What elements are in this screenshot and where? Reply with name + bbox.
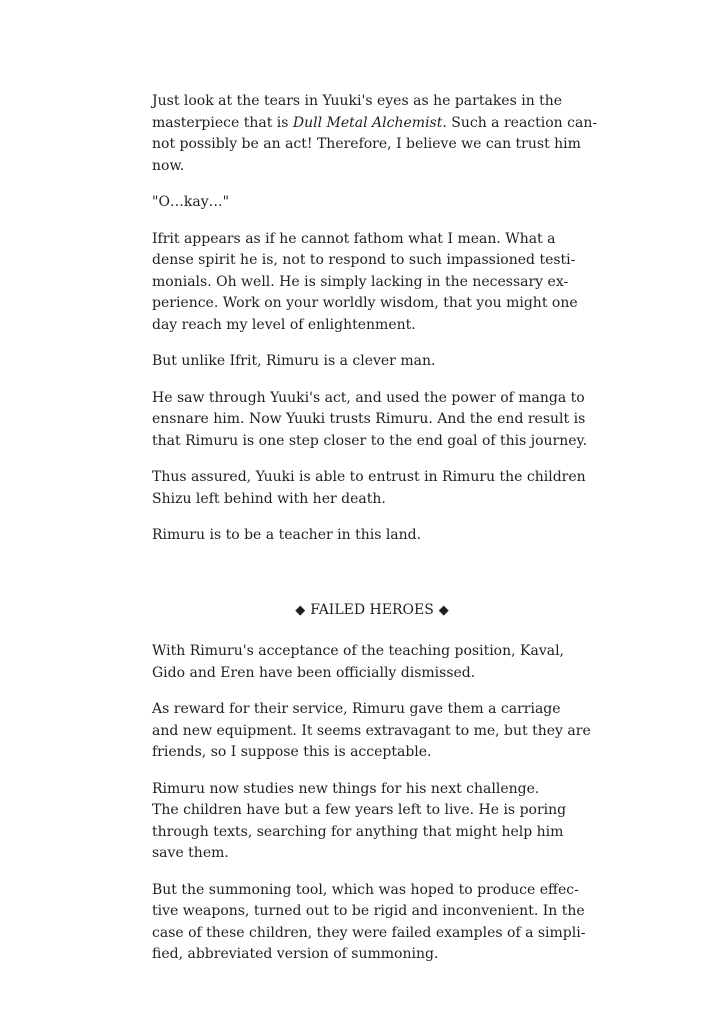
paragraph-8 [152, 641, 592, 684]
paragraph-11 [152, 880, 592, 966]
paragraph-1 [152, 91, 598, 177]
text-line: ensnare him. Now Yuuki trusts Rimuru. And the end result is [152, 411, 586, 427]
paragraph-6 [152, 467, 592, 510]
text-line: Ifrit appears as if he cannot fathom what I mean. What a [152, 230, 556, 247]
text-line: Thus assured, Yuuki is able to entrust in Rimuru the children [152, 469, 586, 485]
text-line: perience. Work on your worldly wisdom, that you might one [152, 295, 578, 311]
text-line: As reward for their service, Rimuru gave them a carriage [152, 701, 561, 717]
text-line: With Rimuru's acceptance of the teaching position, Kaval, [152, 643, 565, 659]
text-line: Rimuru is to be a teacher in this land. [152, 527, 422, 543]
text-line: and new equipment. It seems extravagant to me, but they are [152, 722, 591, 739]
text-segment: masterpiece that is [152, 114, 293, 131]
text-line: Just look at the tears in Yuuki's eyes as he partakes in the [152, 93, 563, 109]
paragraph-2-dialogue [152, 192, 592, 214]
text-line: not possibly be an act! Therefore, I believe we can trust him [152, 136, 581, 152]
book-title-italic: Dull Metal Alchemist [292, 114, 443, 131]
paragraph-4 [152, 351, 592, 373]
paragraph-3 [152, 229, 592, 337]
text-line: But unlike Ifrit, Rimuru is a clever man. [152, 353, 436, 369]
text-line: that Rimuru is one step closer to the end goal of this journey. [152, 432, 588, 449]
text-line: Gido and Eren have been officially dismissed. [152, 664, 476, 681]
text-line: Rimuru now studies new things for his next challenge. [152, 780, 540, 797]
section-heading-failed-heroes [152, 600, 592, 622]
text-line: save them. [152, 845, 229, 861]
text-line: The children have but a few years left to live. He is poring [152, 802, 567, 818]
text-line: through texts, searching for anything that might help him [152, 823, 564, 840]
paragraph-5 [152, 388, 592, 453]
text-line: friends, so I suppose this is acceptable. [152, 744, 432, 760]
text-line: day reach my level of enlightenment. [152, 316, 416, 333]
section-heading-title: FAILED HEROES [310, 601, 434, 618]
text-line: Shizu left behind with her death. [152, 490, 386, 507]
diamond-icon: ◆ [295, 602, 306, 618]
text-line: "O…kay…" [152, 194, 230, 210]
text-line: dense spirit he is, not to respond to such impassioned testi- [152, 252, 576, 268]
paragraph-10 [152, 779, 592, 865]
text-column [152, 0, 598, 981]
paragraph-9 [152, 699, 592, 764]
text-line: case of these children, they were failed examples of a simpli- [152, 924, 586, 941]
text-line [152, 113, 598, 135]
text-segment: . Such a reaction can- [442, 114, 598, 131]
text-line: But the summoning tool, which was hoped to produce effec- [152, 881, 579, 898]
text-line: monials. Oh well. He is simply lacking in the necessary ex- [152, 273, 569, 290]
paragraph-7 [152, 525, 592, 547]
text-line: now. [152, 157, 185, 174]
text-line: fied, abbreviated version of summoning. [152, 946, 439, 962]
text-line: He saw through Yuuki's act, and used the power of manga to [152, 389, 585, 406]
diamond-icon: ◆ [438, 602, 449, 618]
text-line: tive weapons, turned out to be rigid and inconvenient. In the [152, 903, 585, 919]
